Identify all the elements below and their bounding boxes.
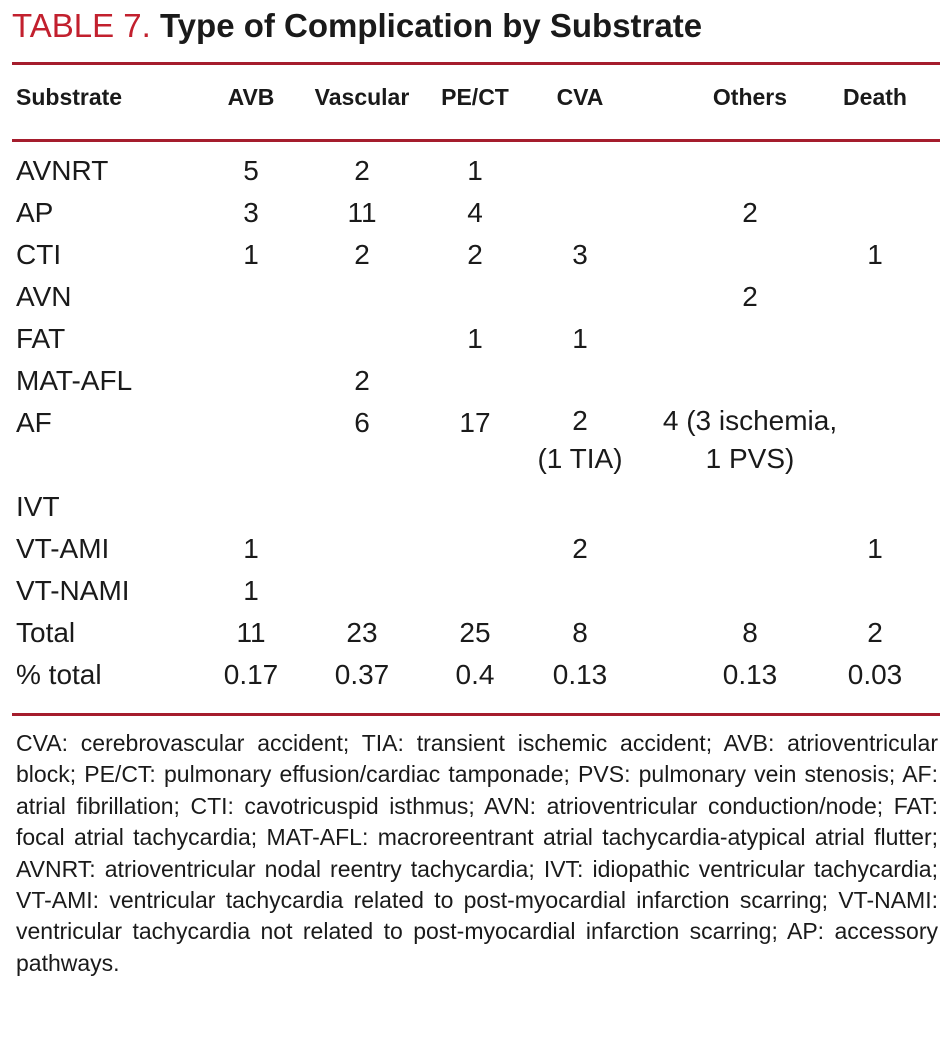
cell-substrate: VT-AMI	[16, 533, 110, 564]
table-number-label: TABLE 7.	[12, 7, 151, 44]
cell-others: 2	[742, 197, 758, 228]
cell-pect: 4	[467, 197, 483, 228]
cell-pect: 25	[459, 617, 491, 648]
table-row	[0, 192, 952, 234]
cell-vascular: 23	[346, 617, 378, 648]
table-body	[0, 150, 952, 696]
header-vascular: Vascular	[314, 84, 410, 110]
table-row	[0, 318, 952, 360]
header-pect: PE/CT	[441, 84, 509, 110]
cell-pect: 2	[467, 239, 483, 270]
top-rule	[12, 62, 940, 65]
cell-others: 2	[742, 281, 758, 312]
cell-others	[640, 402, 860, 478]
cell-vascular: 6	[354, 407, 370, 438]
cell-others: 8	[742, 617, 758, 648]
cell-cva: 3	[572, 239, 588, 270]
table-row	[0, 234, 952, 276]
cell-substrate: AVNRT	[16, 155, 109, 186]
table-row	[0, 570, 952, 612]
cell-vascular: 2	[354, 155, 370, 186]
table-title	[12, 8, 702, 44]
table-header-row	[0, 84, 952, 118]
cell-vascular: 11	[347, 197, 377, 228]
cell-cva	[525, 402, 635, 478]
cell-substrate: AP	[16, 197, 54, 228]
cell-cva-line1: 2	[572, 405, 588, 436]
cell-vascular: 2	[354, 239, 370, 270]
table-row	[0, 486, 952, 528]
cell-substrate: AVN	[16, 281, 72, 312]
cell-substrate: IVT	[16, 491, 60, 522]
cell-avb: 1	[243, 239, 259, 270]
cell-pect: 0.4	[455, 659, 495, 690]
bottom-rule	[12, 713, 940, 716]
cell-substrate: % total	[16, 659, 102, 690]
cell-death: 0.03	[847, 659, 903, 690]
header-avb: AVB	[227, 84, 275, 110]
cell-pect: 1	[467, 323, 483, 354]
cell-death: 1	[867, 239, 883, 270]
table-title-text: Type of Complication by Substrate	[159, 7, 703, 44]
cell-death: 1	[867, 533, 883, 564]
header-others: Others	[712, 84, 788, 110]
cell-others-line2: 1 PVS)	[705, 443, 795, 474]
header-death: Death	[843, 84, 907, 110]
table-row	[0, 402, 952, 486]
cell-substrate: AF	[16, 407, 52, 438]
cell-cva: 2	[572, 533, 588, 564]
cell-substrate: MAT-AFL	[16, 365, 133, 396]
table-row-percent	[0, 654, 952, 696]
table-footnote: CVA: cerebrovascular accident; TIA: transient ischemic accident; AVB: atrioventricular block; PE/CT: pulmonary effusion/cardiac tamponade; PVS: pulmonary vein stenosis; AF: atrial fibrillation; CTI: cavotricuspid isthmus; AVN: atrioventricular conduction/node; FAT: focal atrial tachycardia; MAT-AFL: macroreentrant atrial tachycardia-atypical atrial flutter; AVNRT: atrioventricular nodal reentry tachycardia; IVT: idiopathic ventricular tachycardia; VT-AMI: ventricular tachycardia related to post-myocardial infarction scarring; VT-NAMI: ventricular tachycardia not related to post-myocardial infarction scarring; AP: accessory pathways.	[16, 730, 938, 976]
table-row	[0, 360, 952, 402]
table-row	[0, 276, 952, 318]
cell-cva: 0.13	[552, 659, 608, 690]
cell-avb: 0.17	[223, 659, 279, 690]
cell-pect: 17	[459, 407, 491, 438]
cell-pect: 1	[467, 155, 483, 186]
header-rule	[12, 139, 940, 142]
cell-vascular: 2	[354, 365, 370, 396]
cell-vascular: 0.37	[334, 659, 390, 690]
cell-cva: 1	[572, 323, 588, 354]
header-substrate: Substrate	[16, 84, 123, 110]
table-row-total	[0, 612, 952, 654]
cell-avb: 5	[243, 155, 259, 186]
cell-avb: 3	[243, 197, 259, 228]
cell-avb: 1	[243, 533, 259, 564]
cell-substrate: CTI	[16, 239, 62, 270]
table-row	[0, 150, 952, 192]
cell-others-line1: 4 (3 ischemia,	[662, 405, 838, 436]
cell-avb: 11	[236, 617, 266, 648]
cell-substrate: VT-NAMI	[16, 575, 130, 606]
cell-substrate: FAT	[16, 323, 66, 354]
header-cva: CVA	[556, 84, 604, 110]
cell-cva-line2: (1 TIA)	[537, 443, 623, 474]
cell-avb: 1	[243, 575, 259, 606]
cell-cva: 8	[572, 617, 588, 648]
cell-substrate: Total	[16, 617, 76, 648]
cell-death: 2	[867, 617, 883, 648]
table-row	[0, 528, 952, 570]
cell-others: 0.13	[722, 659, 778, 690]
